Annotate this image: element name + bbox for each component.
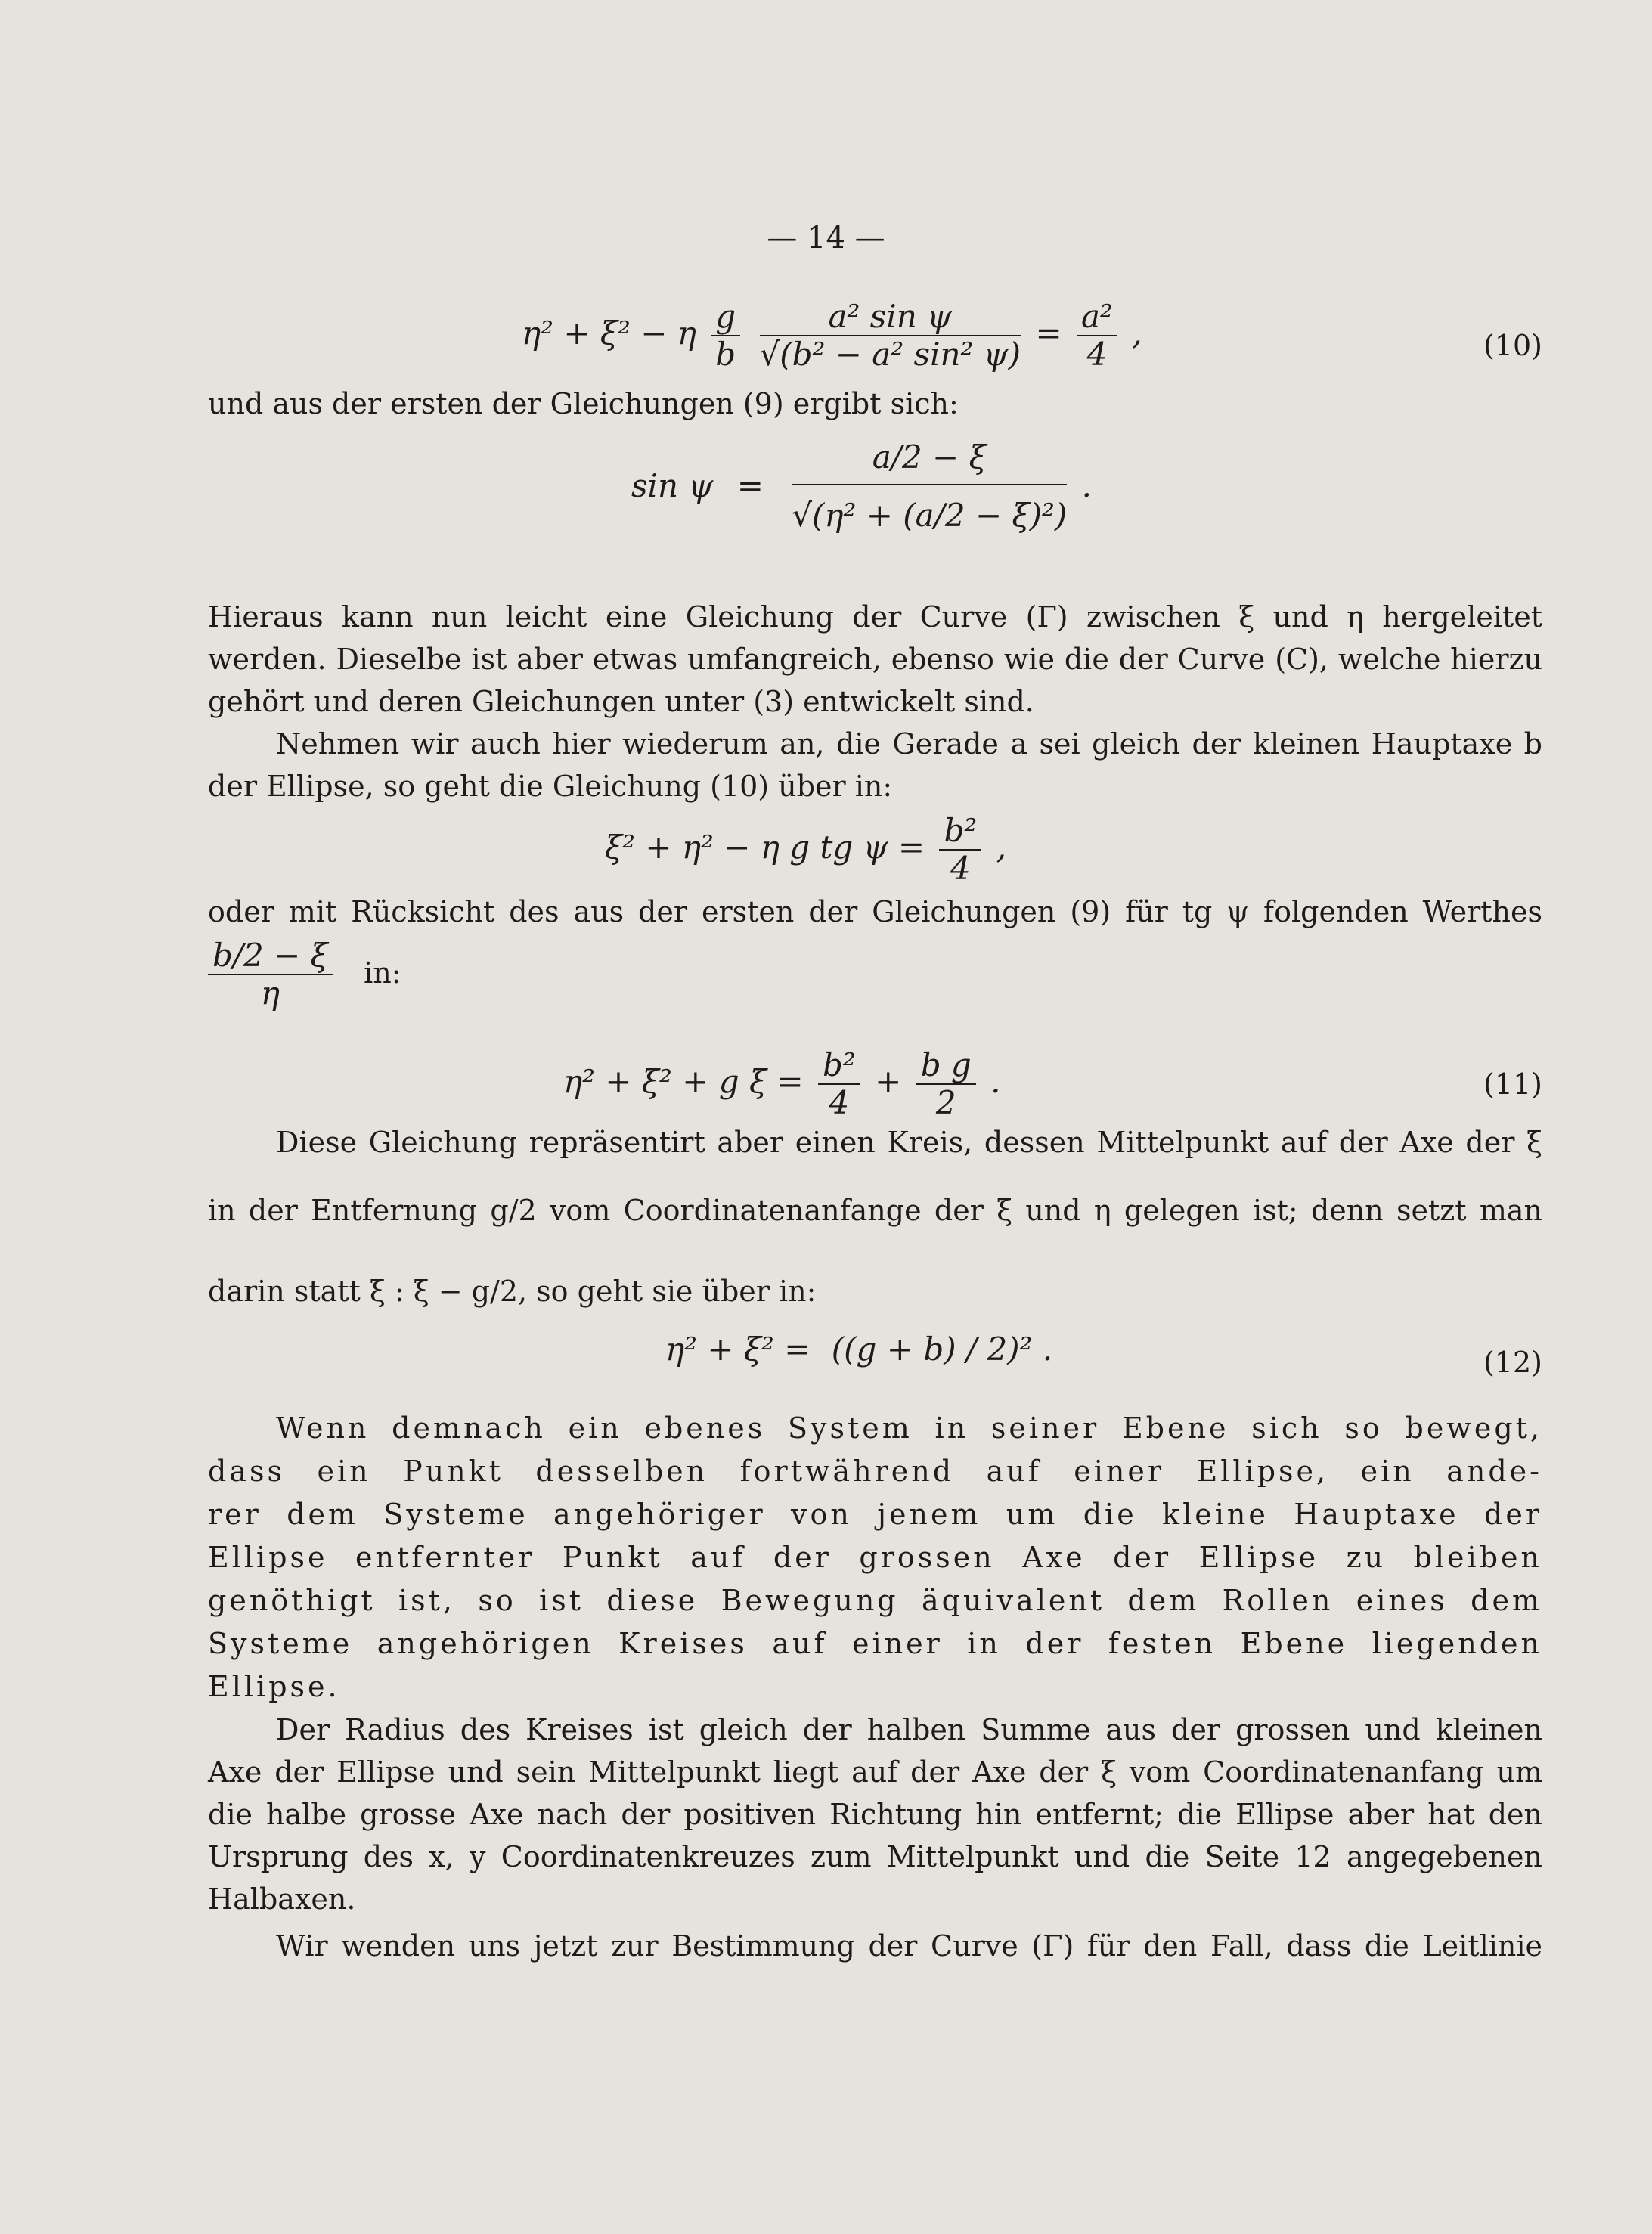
eq12-lhs: η² + ξ² = xyxy=(665,1331,811,1368)
para4-line-2: dass ein Punkt desselben fortwährend auf einer Ellipse, ein ande- xyxy=(208,1455,1542,1488)
eq12-trail: . xyxy=(1042,1331,1053,1368)
eq11-frac1 xyxy=(818,1047,860,1121)
para3-line-3: darin statt ξ : ξ − g/2, so geht sie über in: xyxy=(208,1275,817,1308)
eq10-frac1-den: b xyxy=(715,336,736,373)
equation-12 xyxy=(665,1331,1052,1368)
para1-line-3: gehört und deren Gleichungen unter (3) entwickelt sind. xyxy=(208,685,1034,718)
eq10-trail: , xyxy=(1132,314,1142,352)
eq11-lhs: η² + ξ² + g ξ = xyxy=(563,1063,804,1100)
tg-frac-num: b/2 − ξ xyxy=(208,937,333,975)
eq10-rhs xyxy=(1077,299,1117,373)
equation-10 xyxy=(522,299,1142,373)
tg-frac-after: in: xyxy=(364,956,401,990)
equation-number-10: (10) xyxy=(1483,329,1542,362)
equation-number-11: (11) xyxy=(1483,1067,1542,1101)
eq10-frac2-den: √(b² − a² sin² ψ) xyxy=(759,336,1021,373)
para2-line-1: Nehmen wir auch hier wiederum an, die Gerade a sei gleich der kleinen Hauptaxe b xyxy=(276,727,1542,761)
text-line-oder: oder mit Rücksicht des aus der ersten der Gleichungen (9) für tg ψ folgenden Werthes xyxy=(208,895,1542,928)
equation-11 xyxy=(563,1047,1001,1121)
page-number: — 14 — xyxy=(767,221,885,256)
eq-mid-frac xyxy=(939,813,981,887)
para5-line-1: Der Radius des Kreises ist gleich der halben Summe aus der grossen und kleinen xyxy=(276,1713,1542,1746)
sinpsi-frac xyxy=(792,431,1067,546)
para4-line-1: Wenn demnach ein ebenes System in seiner Ebene sich so bewegt, xyxy=(276,1411,1542,1445)
para1-line-2: werden. Dieselbe ist aber etwas umfangreich, ebenso wie die der Curve (C), welche hierzu xyxy=(208,643,1542,676)
eq10-frac-g-b xyxy=(711,299,740,373)
eq-mid-trail: , xyxy=(996,829,1006,866)
eq11-plus: + xyxy=(875,1063,902,1100)
sinpsi-equals: = xyxy=(736,467,764,504)
sinpsi-den: √(η² + (a/2 − ξ)²) xyxy=(792,497,1068,534)
eq-mid-lhs: ξ² + η² − η g tg ψ = xyxy=(605,829,925,866)
eq10-rhs-num: a² xyxy=(1077,299,1117,336)
sinpsi-lhs: sin ψ xyxy=(631,467,714,504)
para3-line-1: Diese Gleichung repräsentirt aber einen Kreis, dessen Mittelpunkt auf der Axe der ξ xyxy=(276,1126,1542,1159)
para4-line-5: genöthigt ist, so ist diese Bewegung äquivalent dem Rollen eines dem xyxy=(208,1584,1542,1617)
para4-line-7: Ellipse. xyxy=(208,1670,340,1703)
equation-number-12: (12) xyxy=(1483,1346,1542,1379)
eq10-frac1-num: g xyxy=(711,299,740,336)
para5-line-3: die halbe grosse Axe nach der positiven Richtung hin entfernt; die Ellipse aber hat den xyxy=(208,1798,1542,1831)
eq10-rhs-den: 4 xyxy=(1086,336,1108,373)
eq12-rhs: ((g + b) / 2)² xyxy=(831,1331,1033,1368)
eq-mid-den: 4 xyxy=(950,850,971,887)
eq-mid-num: b² xyxy=(939,813,981,851)
eq11-f1-den: 4 xyxy=(829,1084,850,1121)
eq11-f2-den: 2 xyxy=(935,1084,956,1121)
equation-xi-eta-tg xyxy=(605,813,1006,887)
eq10-equals: = xyxy=(1035,314,1062,352)
eq11-trail: . xyxy=(990,1063,1001,1100)
tg-frac xyxy=(208,937,333,1012)
sinpsi-num: a/2 − ξ xyxy=(792,431,1067,485)
eq10-frac2-num: a² sin ψ xyxy=(760,299,1021,336)
tg-psi-fraction xyxy=(208,937,401,1012)
para5-line-2: Axe der Ellipse und sein Mittelpunkt liegt auf der Axe der ξ vom Coordinatenanfang um xyxy=(208,1755,1542,1789)
eq11-frac2 xyxy=(916,1047,976,1121)
para4-line-4: Ellipse entfernter Punkt auf der grossen Axe der Ellipse zu bleiben xyxy=(208,1541,1542,1574)
para2-line-2: der Ellipse, so geht die Gleichung (10) über in: xyxy=(208,770,893,803)
para6-line-1: Wir wenden uns jetzt zur Bestimmung der Curve (Γ) für den Fall, dass die Leitlinie xyxy=(276,1929,1542,1963)
para4-line-3: rer dem Systeme angehöriger von jenem um die kleine Hauptaxe der xyxy=(208,1498,1542,1531)
tg-frac-den: η xyxy=(260,974,280,1012)
equation-sin-psi xyxy=(631,431,1092,546)
para4-line-6: Systeme angehörigen Kreises auf einer in der festen Ebene liegenden xyxy=(208,1627,1542,1660)
eq10-lhs: η² + ξ² − η xyxy=(522,314,696,352)
para3-line-2: in der Entfernung g/2 vom Coordinatenanfange der ξ und η gelegen ist; denn setzt man xyxy=(208,1194,1542,1227)
para1-line-1: Hieraus kann nun leicht eine Gleichung der Curve (Γ) zwischen ξ und η hergeleitet xyxy=(208,600,1542,634)
para5-line-5: Halbaxen. xyxy=(208,1882,356,1916)
text-line: und aus der ersten der Gleichungen (9) ergibt sich: xyxy=(208,387,959,420)
eq10-frac-main xyxy=(760,299,1021,373)
sinpsi-trail: . xyxy=(1081,467,1092,504)
eq11-f1-num: b² xyxy=(818,1047,860,1085)
para5-line-4: Ursprung des x, y Coordinatenkreuzes zum Mittelpunkt und die Seite 12 angegebenen xyxy=(208,1840,1542,1873)
eq11-f2-num: b g xyxy=(916,1047,976,1085)
